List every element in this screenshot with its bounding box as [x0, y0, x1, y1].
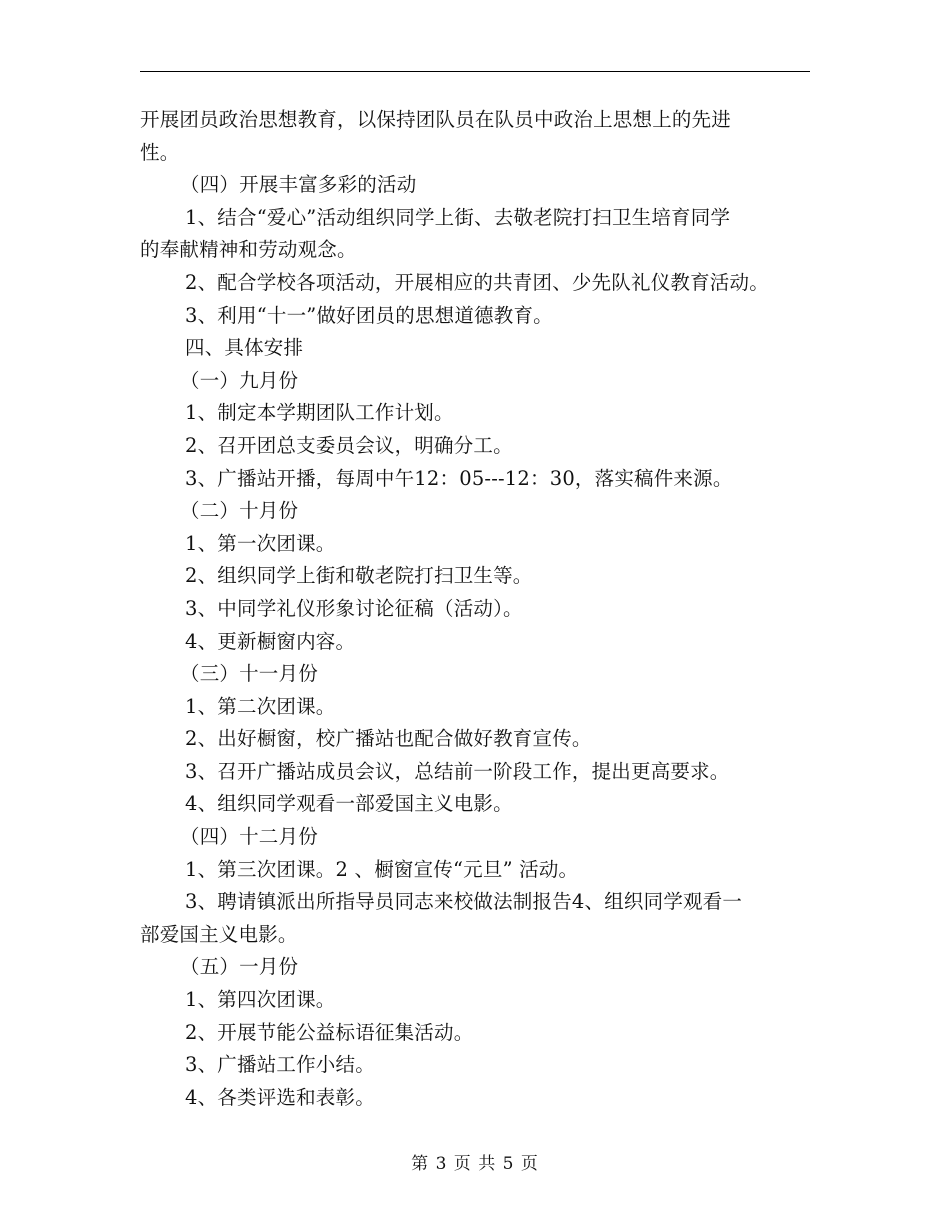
list-item: 4、组织同学观看一部爱国主义电影。 [185, 792, 513, 816]
list-item: 1、第三次团课。2 、橱窗宣传“元旦” 活动。 [185, 857, 579, 881]
subsection-heading: （一）九月份 [180, 368, 299, 392]
list-item-continuation: 的奉献精神和劳动观念。 [140, 238, 357, 262]
list-item: 3、聘请镇派出所指导员同志来校做法制报告4、组织同学观看一 [185, 890, 743, 914]
list-item: 3、广播站工作小结。 [185, 1053, 375, 1077]
list-item: 3、中同学礼仪形象讨论征稿（活动）。 [185, 596, 523, 620]
list-item: 2、组织同学上街和敬老院打扫卫生等。 [185, 564, 533, 588]
body-text [140, 104, 820, 1114]
list-item: 4、各类评选和表彰。 [185, 1085, 375, 1109]
list-item: 2、出好橱窗，校广播站也配合做好教育宣传。 [185, 727, 592, 751]
list-item: 3、利用“十一”做好团员的思想道德教育。 [185, 303, 553, 327]
section-heading: 四、具体安排 [185, 336, 304, 360]
list-item: 1、第四次团课。 [185, 988, 336, 1012]
page-number-footer: 第 3 页 共 5 页 [411, 1154, 539, 1174]
list-item-continuation: 部爱国主义电影。 [140, 922, 298, 946]
header-rule [140, 71, 810, 72]
list-item: 1、第二次团课。 [185, 694, 336, 718]
subsection-heading: （二）十月份 [180, 499, 299, 523]
section-heading: （四）开展丰富多彩的活动 [180, 173, 417, 197]
list-item: 2、召开团总支委员会议，明确分工。 [185, 433, 513, 457]
paragraph-line: 开展团员政治思想教育，以保持团队员在队员中政治上思想上的先进 [140, 108, 732, 131]
list-item: 1、第一次团课。 [185, 531, 336, 555]
list-item: 1、制定本学期团队工作计划。 [185, 401, 454, 425]
list-item: 4、更新橱窗内容。 [185, 629, 356, 653]
subsection-heading: （三）十一月份 [180, 662, 318, 686]
paragraph-line: 性。 [140, 140, 180, 164]
subsection-heading: （四）十二月份 [180, 825, 318, 849]
subsection-heading: （五）一月份 [180, 955, 299, 979]
list-item: 1、结合“爱心”活动组织同学上街、去敬老院打扫卫生培育同学 [185, 205, 731, 229]
list-item: 3、召开广播站成员会议，总结前一阶段工作，提出更高要求。 [185, 759, 730, 783]
list-item: 3、广播站开播，每周中午12：05---12：30，落实稿件来源。 [185, 466, 733, 490]
list-item: 2、开展节能公益标语征集活动。 [185, 1020, 474, 1044]
list-item: 2、配合学校各项活动，开展相应的共青团、少先队礼仪教育活动。 [185, 270, 769, 294]
